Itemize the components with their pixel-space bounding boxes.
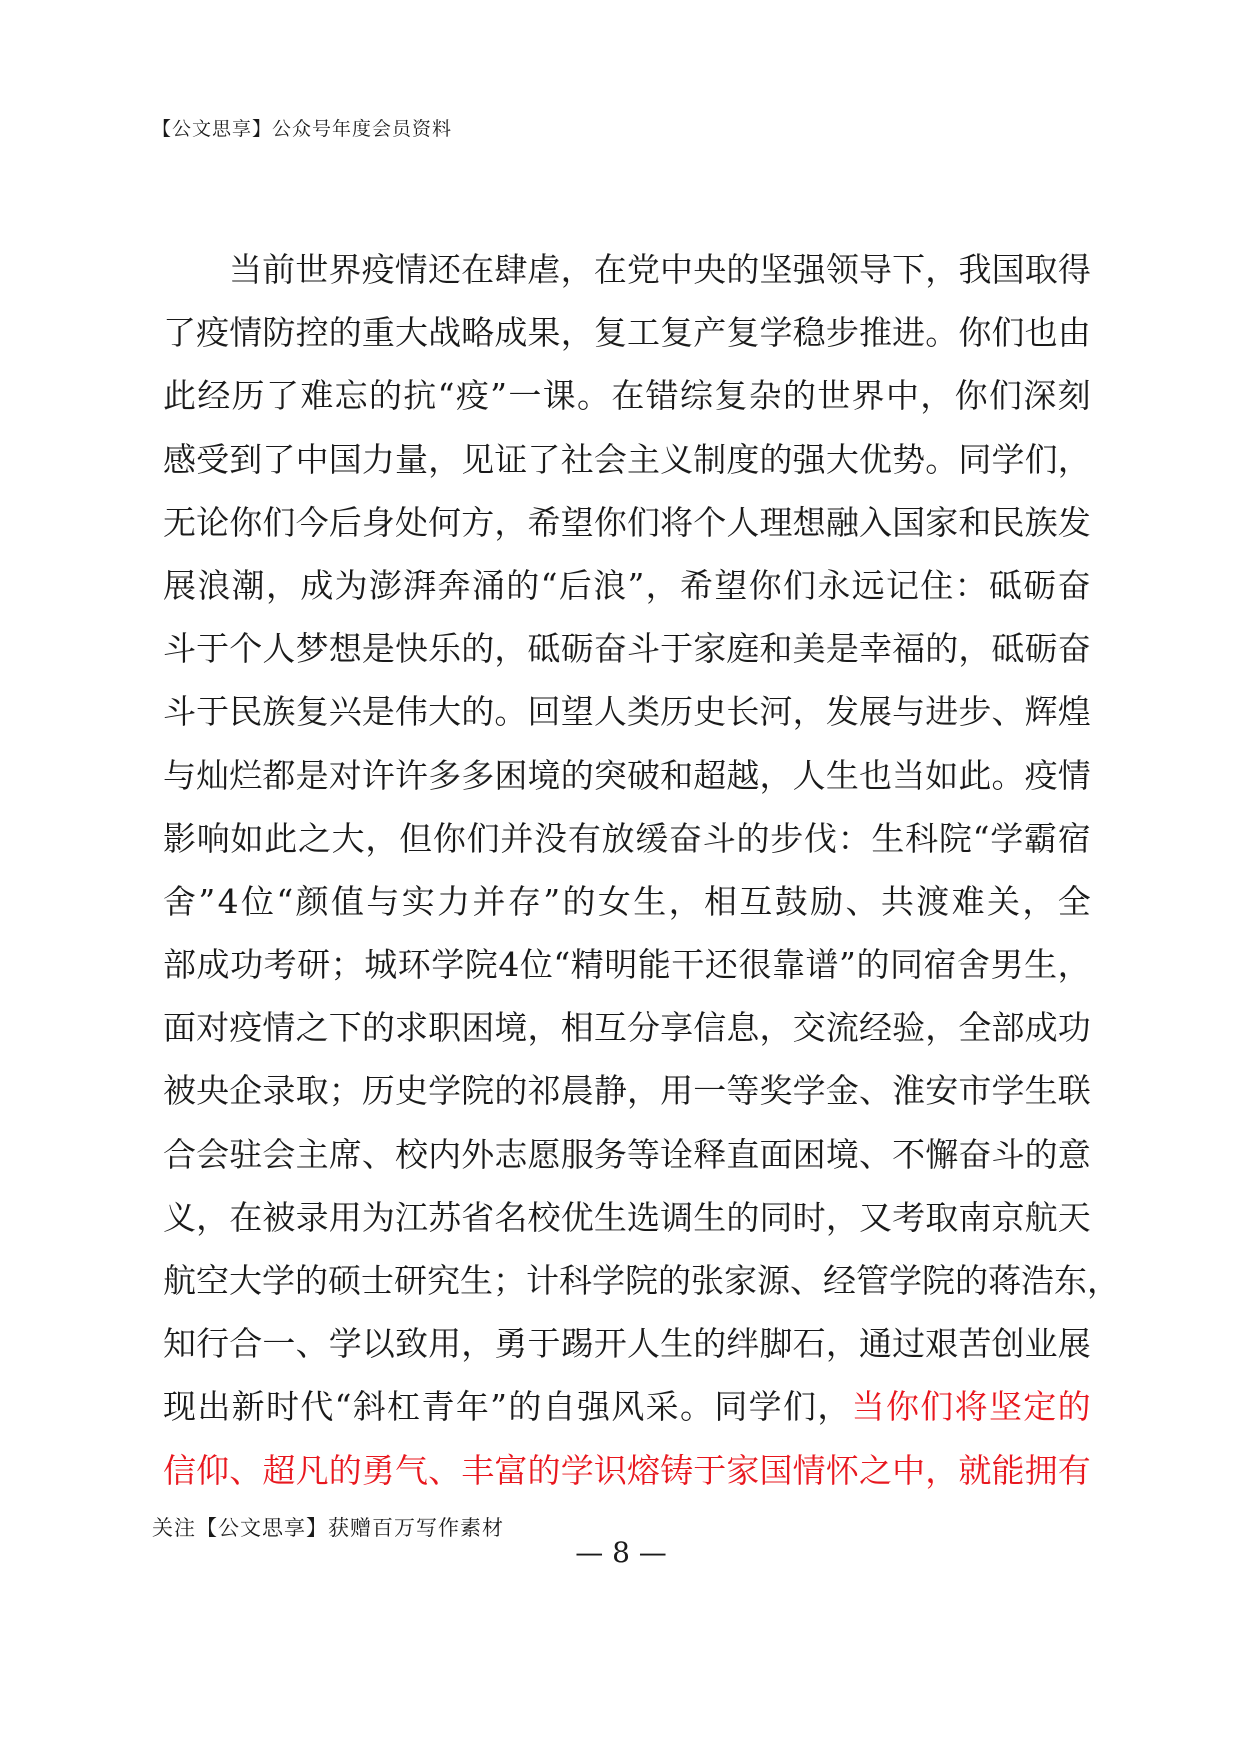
footer-promo-note: 关注【公文思享】获赠百万写作素材 <box>152 1516 504 1540</box>
page-number: — 8 — <box>575 1536 667 1569</box>
text-line: 义 ， 在 被 录 用 为 江 苏 省 名 校 优 生 选 调 生 的 同 时 ， 又 考 取 南 京 航 天 <box>163 1197 1091 1237</box>
text-line: 影 响 如 此 之 大 ， 但 你 们 并 没 有 放 缓 奋 斗 的 步 伐 ： 生 科 院 “ 学 霸 宿 <box>163 818 1091 858</box>
text-line: 被 央 企 录 取 ； 历 史 学 院 的 祁 晨 静 ， 用 一 等 奖 学 金 、 淮 安 市 学 生 联 <box>163 1071 1091 1111</box>
body-paragraph <box>163 238 1120 1502</box>
text-line: 此 经 历 了 难 忘 的 抗 “ 疫 ” 一 课 。 在 错 综 复 杂 的 世 界 中 ， 你 们 深 刻 <box>163 376 1091 416</box>
text-line: 斗 于 民 族 复 兴 是 伟 大 的 。 回 望 人 类 历 史 长 河 ， 发 展 与 进 步 、 辉 煌 <box>163 692 1091 732</box>
text-line: 了 疫 情 防 控 的 重 大 战 略 成 果 ， 复 工 复 产 复 学 稳 步 推 进 。 你 们 也 由 <box>163 313 1091 353</box>
text-line: 展 浪 潮 ， 成 为 澎 湃 奔 涌 的 “ 后 浪 ” ， 希 望 你 们 永 远 记 住 ： 砥 砺 奋 <box>163 565 1091 605</box>
text-line: 感 受 到 了 中 国 力 量 ， 见 证 了 社 会 主 义 制 度 的 强 大 优 势 。 同 学 们 ， <box>163 439 1091 479</box>
text-line: 合 会 驻 会 主 席 、 校 内 外 志 愿 服 务 等 诠 释 直 面 困 境 、 不 懈 奋 斗 的 意 <box>163 1134 1091 1174</box>
text-line: 信 仰 、 超 凡 的 勇 气 、 丰 富 的 学 识 熔 铸 于 家 国 情 怀 之 中 ， 就 能 拥 有 <box>163 1450 1091 1490</box>
text-line: 部 成 功 考 研 ； 城 环 学 院 4 位 “ 精 明 能 干 还 很 靠 谱 ” 的 同 宿 舍 男 生 ， <box>163 945 1091 985</box>
text-line: 航 空 大 学 的 硕 士 研 究 生 ； 计 科 学 院 的 张 家 源 、 经 管 学 院 的 蒋 浩 东 ， <box>163 1261 1120 1300</box>
text-line: 现 出 新 时 代 “ 斜 杠 青 年 ” 的 自 强 风 采 。 同 学 们 ， 当 你 们 将 坚 定 的 <box>163 1387 1091 1427</box>
text-line: 知 行 合 一 、 学 以 致 用 ， 勇 于 踢 开 人 生 的 绊 脚 石 ， 通 过 艰 苦 创 业 展 <box>163 1324 1091 1364</box>
text-line: 无 论 你 们 今 后 身 处 何 方 ， 希 望 你 们 将 个 人 理 想 融 入 国 家 和 民 族 发 <box>163 502 1091 542</box>
document-header: 【公文思享】公众号年度会员资料 <box>152 118 453 140</box>
text-line: 当 前 世 界 疫 情 还 在 肆 虐 ， 在 党 中 央 的 坚 强 领 导 下 ， 我 国 取 得 <box>229 250 1091 289</box>
text-line: 斗 于 个 人 梦 想 是 快 乐 的 ， 砥 砺 奋 斗 于 家 庭 和 美 是 幸 福 的 ， 砥 砺 奋 <box>163 629 1091 669</box>
text-line: 面 对 疫 情 之 下 的 求 职 困 境 ， 相 互 分 享 信 息 ， 交 流 经 验 ， 全 部 成 功 <box>163 1008 1091 1048</box>
text-line: 舍 ” 4 位 “ 颜 值 与 实 力 并 存 ” 的 女 生 ， 相 互 鼓 励 、 共 渡 难 关 ， 全 <box>163 881 1091 921</box>
text-line: 与 灿 烂 都 是 对 许 许 多 多 困 境 的 突 破 和 超 越 ， 人 生 也 当 如 此 。 疫 情 <box>163 755 1091 795</box>
